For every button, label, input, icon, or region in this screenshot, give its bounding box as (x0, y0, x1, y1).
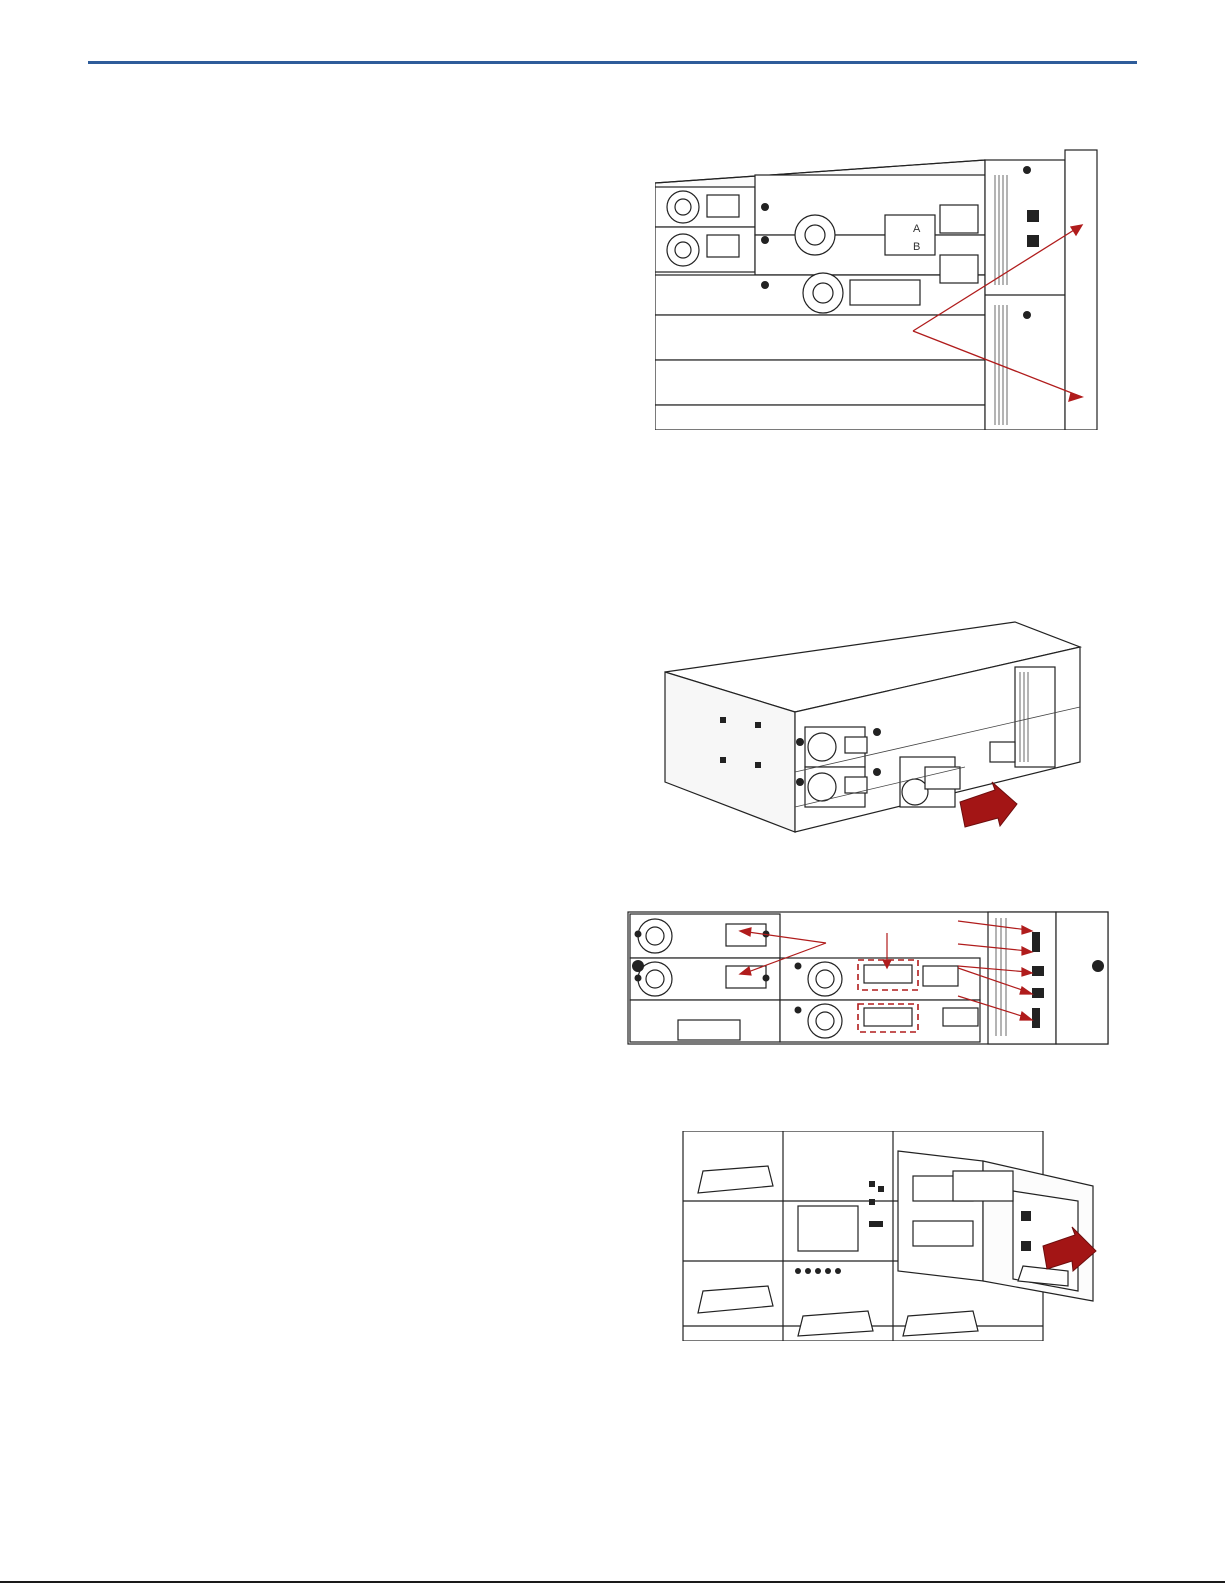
slot-label-b: B (913, 241, 921, 253)
slot-label-a: A (913, 223, 921, 235)
figure-insert-module-front (653, 1131, 1108, 1341)
footer-rule (0, 1581, 1225, 1583)
figure-rear-panel-connections (618, 906, 1118, 1048)
figure-rear-rails (655, 135, 1100, 430)
figure-insert-power-supply (655, 612, 1105, 856)
header-rule (88, 61, 1137, 64)
